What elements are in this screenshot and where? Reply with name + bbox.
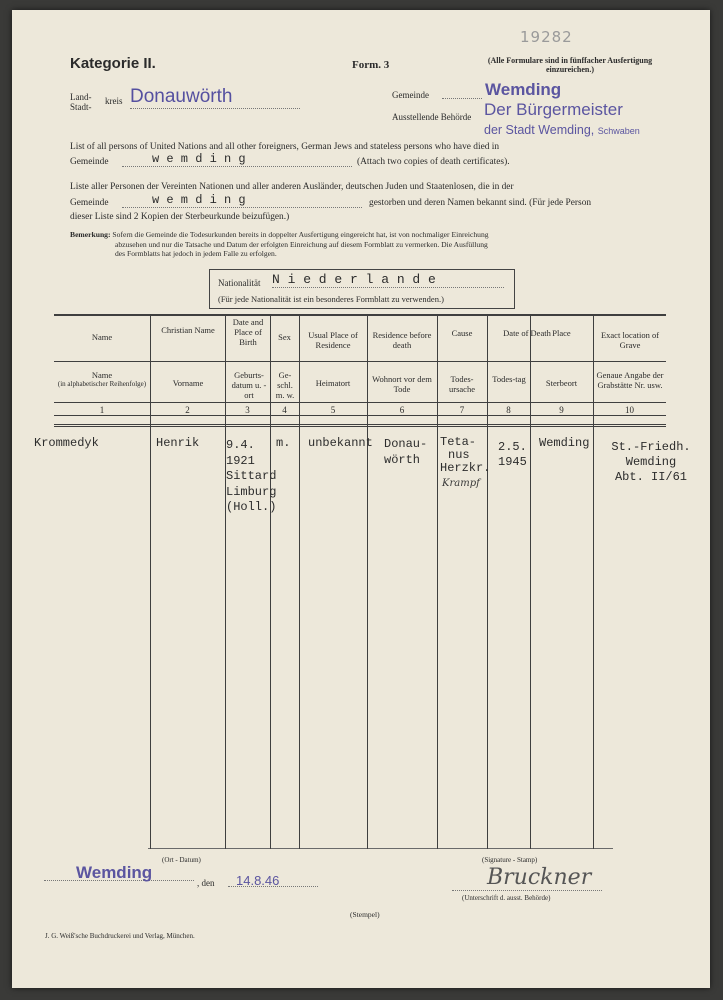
cell-place: Wemding bbox=[539, 436, 590, 450]
stempel-label: (Stempel) bbox=[350, 910, 380, 919]
kreis-value: Donauwörth bbox=[130, 86, 300, 109]
col8-header-en: Date of Death bbox=[503, 328, 551, 338]
gemeinde-stamp: Wemding bbox=[485, 80, 562, 99]
col1-header-de: Name (in alphabetischer Reihenfolge) bbox=[57, 370, 147, 388]
english-intro: List of all persons of United Nations and all other foreigners, German Jews and stateless persons who have died in bbox=[70, 142, 500, 152]
category-title: Kategorie II. bbox=[70, 55, 156, 72]
col9-header-en: Place bbox=[552, 328, 571, 338]
col4-header-en: Sex bbox=[278, 332, 291, 342]
col10-number: 10 bbox=[625, 405, 634, 415]
col7-header-en: Cause bbox=[451, 328, 473, 338]
col10-header-de: Genaue Angabe der Grabstätte Nr. usw. bbox=[596, 370, 664, 390]
col4-header-de: Ge-schl. m. w. bbox=[275, 370, 295, 400]
gemeinde-header-label: Gemeinde bbox=[392, 90, 429, 100]
signature-label: (Signature - Stamp) bbox=[482, 856, 538, 864]
mayor-stamp-line1: Der Bürgermeister bbox=[484, 100, 623, 119]
col9-number: 9 bbox=[559, 405, 564, 415]
col3-header-de: Geburts-datum u. -ort bbox=[231, 370, 267, 400]
ort-stamp: Wemding bbox=[76, 863, 153, 882]
col2-header-de: Vorname bbox=[172, 378, 204, 388]
col6-header-en: Residence before death bbox=[372, 330, 432, 350]
col1-number: 1 bbox=[99, 405, 105, 415]
col6-number: 6 bbox=[399, 405, 405, 415]
nationality-label: Nationalität bbox=[218, 278, 261, 288]
signature-line bbox=[452, 890, 602, 891]
signature: Bruckner bbox=[487, 865, 592, 890]
nationality-value: N i e d e r l a n d e bbox=[272, 272, 504, 288]
nationality-note: (Für jede Nationalität ist ein besonderes Formblatt zu verwenden.) bbox=[218, 294, 444, 304]
german-gemeinde-label: Gemeinde bbox=[70, 198, 109, 208]
copies-note: (Alle Formulare sind in fünffacher Ausfertigung einzureichen.) bbox=[487, 56, 653, 74]
col9-header-de: Sterbeort bbox=[545, 378, 578, 388]
col2-header-en: Christian Name bbox=[161, 325, 215, 335]
den-label: , den bbox=[197, 878, 215, 888]
document-page bbox=[12, 10, 710, 988]
col7-header-de: Todes-ursache bbox=[449, 374, 475, 394]
pencil-archive-number: 19282 bbox=[520, 28, 573, 46]
behoerde-label: Ausstellende Behörde bbox=[392, 112, 472, 122]
german-intro-end: dieser Liste sind 2 Kopien der Sterbeurkunde beizufügen.) bbox=[70, 212, 290, 222]
col5-header-en: Usual Place of Residence bbox=[308, 330, 358, 350]
col5-number: 5 bbox=[330, 405, 336, 415]
cell-grave: St.-Friedh. Wemding Abt. II/61 bbox=[611, 440, 691, 484]
ort-datum-label: (Ort - Datum) bbox=[162, 856, 201, 864]
col6-header-de: Wohnort vor dem Tode bbox=[372, 374, 432, 394]
col5-header-de: Heimatort bbox=[315, 378, 351, 388]
signature-sub: (Unterschrift d. ausst. Behörde) bbox=[462, 894, 551, 902]
col7-number: 7 bbox=[459, 405, 465, 415]
cell-sex: m. bbox=[276, 436, 291, 450]
col8-number: 8 bbox=[506, 405, 511, 415]
date-value: 14.8.46 bbox=[236, 873, 280, 888]
german-intro-cont: gestorben und deren Namen bekannt sind. (Für jede Person bbox=[369, 198, 592, 208]
col4-number: 4 bbox=[282, 405, 287, 415]
mayor-stamp-line2: der Stadt Wemding, Schwaben bbox=[484, 123, 640, 137]
gemeinde-header-line bbox=[442, 98, 482, 99]
cell-death-date: 2.5. 1945 bbox=[498, 440, 527, 469]
cell-cause: Teta- nus Herzkr. bbox=[440, 435, 491, 475]
german-intro: Liste aller Personen der Vereinten Nationen und aller anderen Ausländer, deutschen Juden und Staatenlosen, die in der bbox=[70, 182, 514, 192]
col8-header-de: Todes-tag bbox=[492, 374, 526, 384]
col10-header-en: Exact location of Grave bbox=[600, 330, 660, 350]
col2-number: 2 bbox=[185, 405, 190, 415]
german-gemeinde-value: w e m d i n g bbox=[122, 193, 362, 208]
nationality-box bbox=[209, 269, 515, 309]
english-gemeinde-label: Gemeinde bbox=[70, 157, 109, 167]
landkreis-label: Land- Stadt- bbox=[70, 92, 92, 112]
col1-header-en: Name bbox=[91, 332, 113, 342]
cell-usual-residence: unbekannt bbox=[308, 436, 373, 450]
attach-note: (Attach two copies of death certificates). bbox=[357, 157, 510, 167]
cell-residence-before-death: Donau- wörth bbox=[384, 437, 428, 467]
remark-block: Bemerkung: Sofern die Gemeinde die Todesurkunden bereits in doppelter Ausfertigung eingereicht hat, ist von nochmaliger Einreichung abzusehen und nur die Tatsache und Datum der erfolgten Einreichung auf diesem Formblatt zu vermerken. Die Ausfüllung des Formblatts hat jedoch in jedem Falle zu erfolgen. bbox=[70, 230, 489, 258]
english-gemeinde-value: w e m d i n g bbox=[122, 152, 352, 167]
form-number: Form. 3 bbox=[352, 59, 390, 71]
col3-number: 3 bbox=[245, 405, 250, 415]
cell-birth: 9.4. 1921 Sittard Limburg (Holl.) bbox=[226, 438, 277, 514]
col3-header-en: Date and Place of Birth bbox=[232, 317, 264, 347]
cell-christian-name: Henrik bbox=[156, 436, 200, 450]
cell-name: Krommedyk bbox=[34, 436, 99, 450]
cell-cause-handwritten: Krampf bbox=[442, 478, 480, 489]
kreis-label: kreis bbox=[105, 96, 123, 106]
printer-imprint: J. G. Weiß'sche Buchdruckerei und Verlag, München. bbox=[45, 932, 195, 940]
